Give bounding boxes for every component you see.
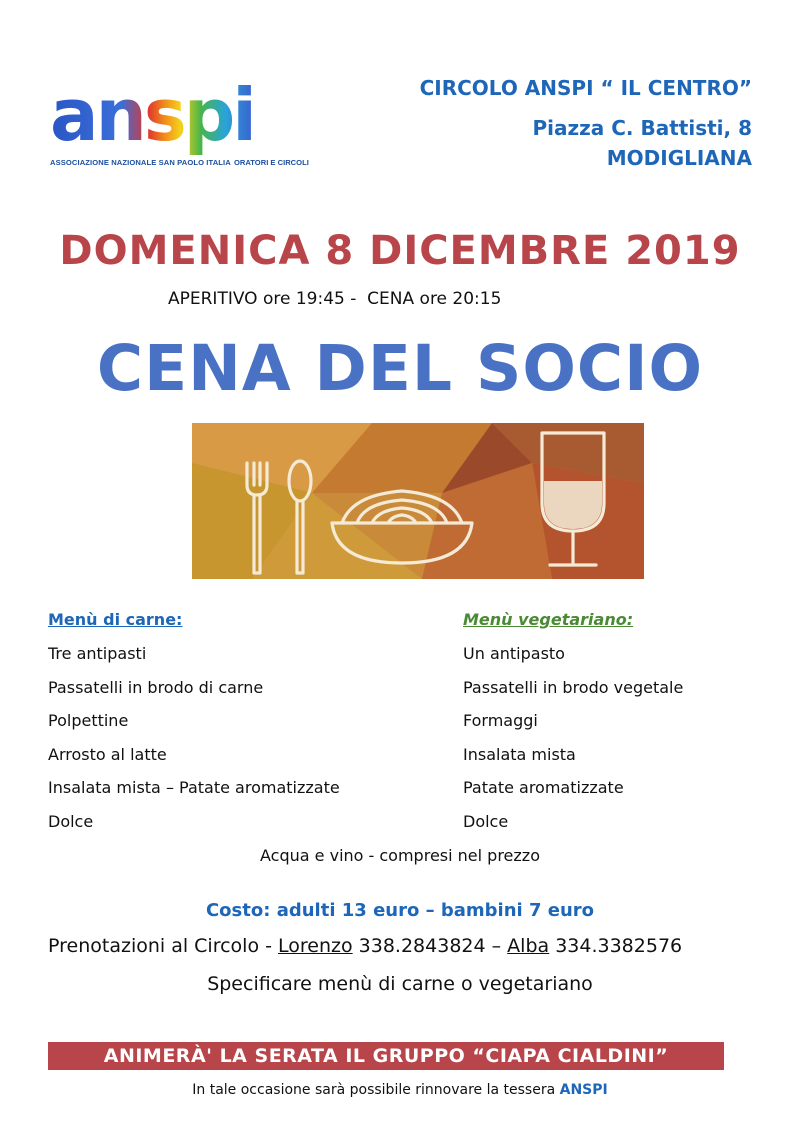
contact-name-alba: Alba [507,935,550,957]
logo-wordmark: anspi [50,78,254,157]
tessera-text: In tale occasione sarà possibile rinnovare la tessera [192,1082,560,1098]
event-title: CENA DEL SOCIO [96,332,704,405]
list-item: Polpettine [48,711,129,731]
club-city: MODIGLIANA [606,146,752,170]
veg-menu-list [463,644,683,846]
logo-subtitle-left: ASSOCIAZIONE NAZIONALE SAN PAOLO ITALIA [50,158,231,167]
list-item: Insalata mista – Patate aromatizzate [48,778,340,798]
entertainment-banner: ANIMERÀ' LA SERATA IL GRUPPO “CIAPA CIALDINI” [48,1042,724,1070]
specify-note: Specificare menù di carne o vegetariano [207,973,593,995]
contact-phone-alba: 334.3382576 [549,935,683,957]
club-name: CIRCOLO ANSPI “ IL CENTRO” [419,76,752,100]
booking-line [48,935,682,957]
list-item: Un antipasto [463,644,565,663]
list-item: Arrosto al latte [48,744,167,764]
drinks-note: Acqua e vino - compresi nel prezzo [260,846,540,865]
tessera-brand: ANSPI [559,1082,608,1098]
club-address: Piazza C. Battisti, 8 [532,116,752,140]
list-item: Formaggi [463,711,538,731]
list-item: Dolce [48,811,94,831]
anspi-logo [48,78,338,178]
logo-subtitle-right: ORATORI E CIRCOLI [234,158,309,167]
contact-phone-lorenzo: 338.2843824 – [352,935,508,957]
meat-menu-list [48,644,340,846]
list-item: Passatelli in brodo di carne [48,677,264,697]
contact-name-lorenzo: Lorenzo [278,935,353,957]
booking-prefix: Prenotazioni al Circolo - [48,935,279,957]
list-item: Tre antipasti [48,644,147,663]
list-item: Passatelli in brodo vegetale [463,677,684,697]
event-times: APERITIVO ore 19:45 - CENA ore 20:15 [168,289,502,309]
list-item: Dolce [463,811,509,831]
veg-menu-heading: Menù vegetariano: [463,610,634,629]
cost-line: Costo: adulti 13 euro – bambini 7 euro [205,900,595,921]
tessera-note [0,1082,800,1098]
dinner-banner-image [192,423,644,579]
list-item: Patate aromatizzate [463,778,624,798]
event-date: DOMENICA 8 DICEMBRE 2019 [59,228,741,274]
list-item: Insalata mista [463,744,576,764]
meat-menu-heading: Menù di carne: [48,610,183,629]
